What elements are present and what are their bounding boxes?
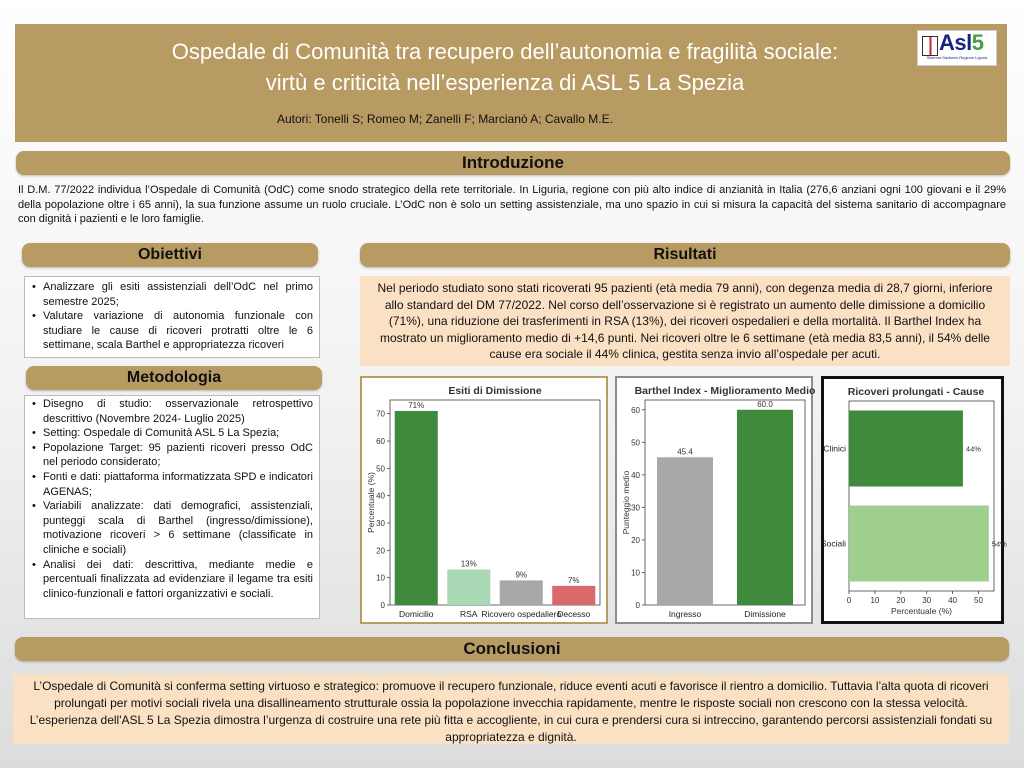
- x-tick-label: Ricovero ospedaliero: [481, 609, 562, 619]
- asl5-logo: [917, 30, 997, 66]
- bar-ingresso: [657, 457, 713, 605]
- x-tick-label: RSA: [460, 609, 478, 619]
- x-tick-label: Domicilio: [399, 609, 434, 619]
- conclusioni-heading: Conclusioni: [15, 637, 1009, 661]
- data-label: 45.4: [677, 447, 693, 457]
- y-tick-label: 0: [380, 601, 385, 610]
- x-tick-label: Ingresso: [668, 609, 702, 619]
- y-tick-label: 30: [631, 503, 640, 513]
- metodologia-item: • Fonti e dati: piattaforma informatizzata SPD e indicatori AGENAS;: [43, 470, 313, 499]
- barthel-index-chart: [615, 376, 816, 624]
- logo-subtitle: Sistema Sanitario Regione Liguria: [926, 55, 988, 60]
- bar-rsa: [447, 569, 490, 605]
- metodologia-heading: Metodologia: [26, 366, 322, 390]
- title-line-1: Ospedale di Comunità tra recupero dell’autonomia e fragilità sociale:: [171, 39, 839, 64]
- data-label: 71%: [408, 400, 425, 410]
- y-tick-label: 30: [376, 519, 385, 528]
- poster-title: [15, 36, 995, 98]
- y-tick-label: 60: [376, 437, 385, 446]
- bar-ricovero-ospedaliero: [500, 580, 543, 605]
- chart-title: Barthel Index - Miglioramento Medio: [634, 385, 816, 397]
- x-tick-label: 20: [896, 596, 906, 605]
- obiettivi-heading: Obiettivi: [22, 243, 318, 267]
- y-tick-label: Sociali: [820, 538, 846, 549]
- liguria-shield-icon: [922, 36, 938, 56]
- x-axis-label: Percentuale (%): [891, 606, 952, 616]
- y-axis-label: Punteggio medio: [621, 470, 631, 535]
- x-tick-label: 30: [922, 596, 932, 605]
- obiettivi-list: [25, 280, 319, 353]
- chart-title: Ricoveri prolungati - Cause: [847, 386, 985, 398]
- bar-dimissione: [737, 410, 793, 605]
- bar-decesso: [552, 586, 595, 605]
- intro-text: Il D.M. 77/2022 individua l’Ospedale di Comunità (OdC) come snodo strategico della rete territoriale. In Liguria, regione con più alto indice di anzianità in Italia (276,6 anziani ogni 100 giovani e il 29% della popolazione oltre i 65 anni), la sua funzione assume un ruolo cruciale. L’OdC non è solo un setting assistenziale, ma uno spazio in cui si misura la capacità del sistema sanitario di accompagnare con dignità i pazienti e le loro famiglie.: [18, 184, 1006, 225]
- y-tick-label: 0: [635, 601, 640, 610]
- risultati-text: Nel periodo studiato sono stati ricoverati 95 pazienti (età media 79 anni), con degenza media di 28,7 giorni, inferiore allo standard del DM 77/2022. Nel corso dell’osservazione si è registrato un aumento delle dimissione a domicilio (71%), una riduzione dei trasferimenti in RSA (13%), dei ricoveri ospedalieri e della mortalità. Il Barthel Index ha mostrato un miglioramento medio di +14,6 punti. Nei ricoveri oltre le 6 settimane (età media 83,5 anni), il 54% delle cause era sociale il 44% clinica, gestita senza invio all’ospedale per acuti.: [360, 276, 1010, 366]
- y-tick-label: 40: [631, 470, 640, 480]
- authors: Autori: Tonelli S; Romeo M; Zanelli F; Marcianò A; Cavallo M.E.: [277, 112, 613, 126]
- x-tick-label: 10: [870, 596, 880, 605]
- data-label: 13%: [460, 559, 477, 569]
- y-tick-label: Clinici: [823, 443, 846, 454]
- data-label: 54%: [991, 539, 1007, 549]
- y-tick-label: 10: [376, 573, 385, 583]
- risultati-heading: Risultati: [360, 243, 1010, 267]
- metodologia-item: • Setting: Ospedale di Comunità ASL 5 La Spezia;: [43, 426, 313, 441]
- y-tick-label: 70: [376, 409, 385, 419]
- y-tick-label: 60: [631, 405, 640, 415]
- y-tick-label: 50: [631, 438, 640, 448]
- conclusioni-text: L’Ospedale di Comunità si conferma setting virtuoso e strategico: promuove il recupero funzionale, riduce eventi acuti e favorisce il rientro a domicilio. Tuttavia l’alta quota di ricoveri prolungati per motivi sociali rivela una disallineamento strutturale ossia la popolazione invecchia rapidamente, mentre le risposte sociali non crescono con la stessa velocità. L’esperienza dell'ASL 5 La Spezia dimostra l’urgenza di costruire una rete più fitta e accogliente, in cui cura e prendersi cura si intreccino, garantendo percorsi assistenziali fondati su appropriatezza e dignità.: [13, 674, 1009, 744]
- x-tick-label: 0: [846, 596, 852, 605]
- bar-clinici: [849, 411, 963, 487]
- data-label: 44%: [965, 444, 981, 454]
- ricoveri-prolungati-chart: [820, 376, 1007, 624]
- logo-text: [939, 31, 984, 55]
- metodologia-item: • Variabili analizzate: dati demografici, assistenziali, punteggi scala di Barthel (ingresso/dimissione), motivazione ricoveri > 6 settimane (classificate in cliniche e sociali): [43, 499, 313, 557]
- y-tick-label: 50: [376, 464, 385, 474]
- obiettivi-item: • Valutare variazione di autonomia funzionale con studiare le cause di ricoveri protratti oltre le 6 settimane, scala Barthel e appropriatezza ricoveri: [43, 309, 313, 353]
- y-tick-label: 10: [631, 568, 640, 578]
- x-tick-label: 50: [974, 596, 983, 605]
- poster-header: [15, 24, 1007, 142]
- metodologia-list: [25, 397, 319, 601]
- y-axis-label: Percentuale (%): [366, 472, 376, 533]
- bar-domicilio: [395, 411, 438, 605]
- chart-title: Esiti di Dimissione: [448, 385, 542, 397]
- data-label: 60.0: [757, 399, 773, 409]
- esiti-dimissione-chart: [360, 376, 608, 624]
- obiettivi-box: [24, 276, 320, 358]
- data-label: 9%: [515, 570, 528, 580]
- logo-main: Asl: [939, 30, 972, 55]
- metodologia-item: • Popolazione Target: 95 pazienti ricoveri presso OdC nel periodo considerato;: [43, 441, 313, 470]
- y-tick-label: 40: [376, 491, 385, 501]
- bar-sociali: [849, 506, 989, 582]
- title-line-2: virtù e criticità nell’esperienza di ASL 5 La Spezia: [265, 70, 745, 95]
- obiettivi-item: • Analizzare gli esiti assistenziali dell’OdC nel primo semestre 2025;: [43, 280, 313, 309]
- intro-heading: Introduzione: [16, 151, 1010, 175]
- metodologia-box: [24, 395, 320, 619]
- data-label: 7%: [567, 575, 580, 585]
- y-tick-label: 20: [631, 535, 640, 545]
- logo-number: 5: [971, 30, 984, 55]
- x-tick-label: Dimissione: [744, 609, 786, 619]
- metodologia-item: • Analisi dei dati: descrittiva, mediante medie e percentuali finalizzata ad evidenziare il legame tra esiti clinico-funzionali e fattori organizzativi e sociali.: [43, 558, 313, 602]
- x-tick-label: Decesso: [557, 609, 591, 619]
- y-tick-label: 20: [376, 546, 385, 556]
- metodologia-item: • Disegno di studio: osservazionale retrospettivo descrittivo (Novembre 2024- Luglio 2025): [43, 397, 313, 426]
- x-tick-label: 40: [948, 596, 958, 605]
